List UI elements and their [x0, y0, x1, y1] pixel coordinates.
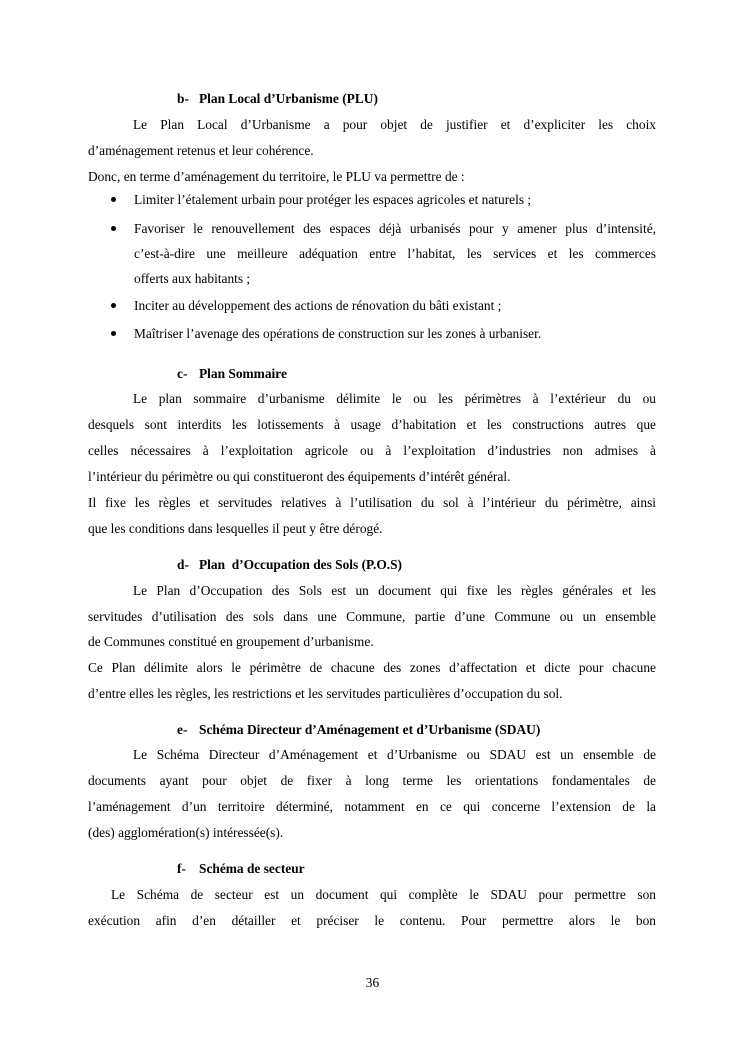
paragraph-line: que les conditions dans lesquelles il peut y être dérogé.: [88, 521, 383, 536]
section-title: Schéma Directeur d’Aménagement et d’Urbanisme (SDAU): [199, 722, 541, 737]
paragraph-line: Le Schéma Directeur d’Aménagement et d’Urbanisme ou SDAU est un ensemble de: [133, 747, 656, 762]
paragraph-line: Donc, en terme d’aménagement du territoire, le PLU va permettre de :: [88, 169, 465, 184]
bullet-icon: [111, 197, 116, 202]
paragraph-line: celles nécessaires à l’exploitation agricole ou à l’exploitation d’industries non admises à: [88, 443, 656, 458]
bullet-icon: [111, 226, 116, 231]
section-letter: f-: [177, 861, 186, 876]
list-item-continuation: c’est-à-dire une meilleure adéquation entre l’habitat, les services et les commerces: [134, 246, 656, 261]
paragraph-line: Ce Plan délimite alors le périmètre de chacune des zones d’affectation et dicte pour chacune: [88, 660, 656, 675]
section-heading-b: [177, 91, 378, 107]
paragraph-line: d’entre elles les règles, les restrictions et les servitudes particulières d’occupation du sol.: [88, 686, 563, 701]
paragraph-line: Le Plan Local d’Urbanisme a pour objet de justifier et d’expliciter les choix: [133, 117, 656, 132]
paragraph-line: exécution afin d’en détailler et préciser le contenu. Pour permettre alors le bon: [88, 913, 656, 928]
paragraph-line: l’aménagement d’un territoire déterminé, notamment en ce qui concerne l’extension de la: [88, 799, 656, 814]
paragraph-line: Le plan sommaire d’urbanisme délimite le ou les périmètres à l’extérieur du ou: [133, 391, 656, 406]
paragraph-line: Le Plan d’Occupation des Sols est un document qui fixe les règles générales et les: [133, 583, 656, 598]
paragraph-line: Il fixe les règles et servitudes relatives à l’utilisation du sol à l’intérieur du périmètre, ainsi: [88, 495, 656, 510]
section-letter: d-: [177, 557, 189, 572]
section-letter: c-: [177, 366, 188, 381]
section-title: Schéma de secteur: [199, 861, 305, 876]
list-item: Favoriser le renouvellement des espaces déjà urbanisés pour y amener plus d’intensité,: [134, 221, 656, 236]
section-letter: e-: [177, 722, 188, 737]
section-heading-c: [177, 366, 287, 382]
section-heading-f: [177, 861, 305, 877]
paragraph-line: servitudes d’utilisation des sols dans une Commune, partie d’une Commune ou un ensemble: [88, 609, 656, 624]
paragraph-line: de Communes constitué en groupement d’urbanisme.: [88, 634, 374, 649]
list-item: Limiter l’étalement urbain pour protéger les espaces agricoles et naturels ;: [134, 192, 532, 207]
section-title: Plan Local d’Urbanisme (PLU): [199, 91, 378, 106]
paragraph-line: documents ayant pour objet de fixer à long terme les orientations fondamentales de: [88, 773, 656, 788]
bullet-icon: [111, 303, 116, 308]
section-title: Plan Sommaire: [199, 366, 287, 381]
bullet-icon: [111, 331, 116, 336]
list-item: Maîtriser l’avenage des opérations de construction sur les zones à urbaniser.: [134, 326, 542, 341]
paragraph-line: d’aménagement retenus et leur cohérence.: [88, 143, 314, 158]
list-item-continuation: offerts aux habitants ;: [134, 271, 251, 286]
paragraph-line: (des) agglomération(s) intéressée(s).: [88, 825, 284, 840]
paragraph-line: l’intérieur du périmètre ou qui constitueront des équipements d’intérêt général.: [88, 469, 511, 484]
section-title: Plan d’Occupation des Sols (P.O.S): [199, 557, 403, 572]
section-letter: b-: [177, 91, 189, 106]
list-item: Inciter au développement des actions de rénovation du bâti existant ;: [134, 298, 502, 313]
paragraph-line: Le Schéma de secteur est un document qui complète le SDAU pour permettre son: [111, 887, 656, 902]
section-heading-d: [177, 557, 402, 573]
section-heading-e: [177, 722, 540, 738]
page-number: 36: [365, 975, 380, 990]
paragraph-line: desquels sont interdits les lotissements à usage d’habitation et les constructions autres que: [88, 417, 656, 432]
